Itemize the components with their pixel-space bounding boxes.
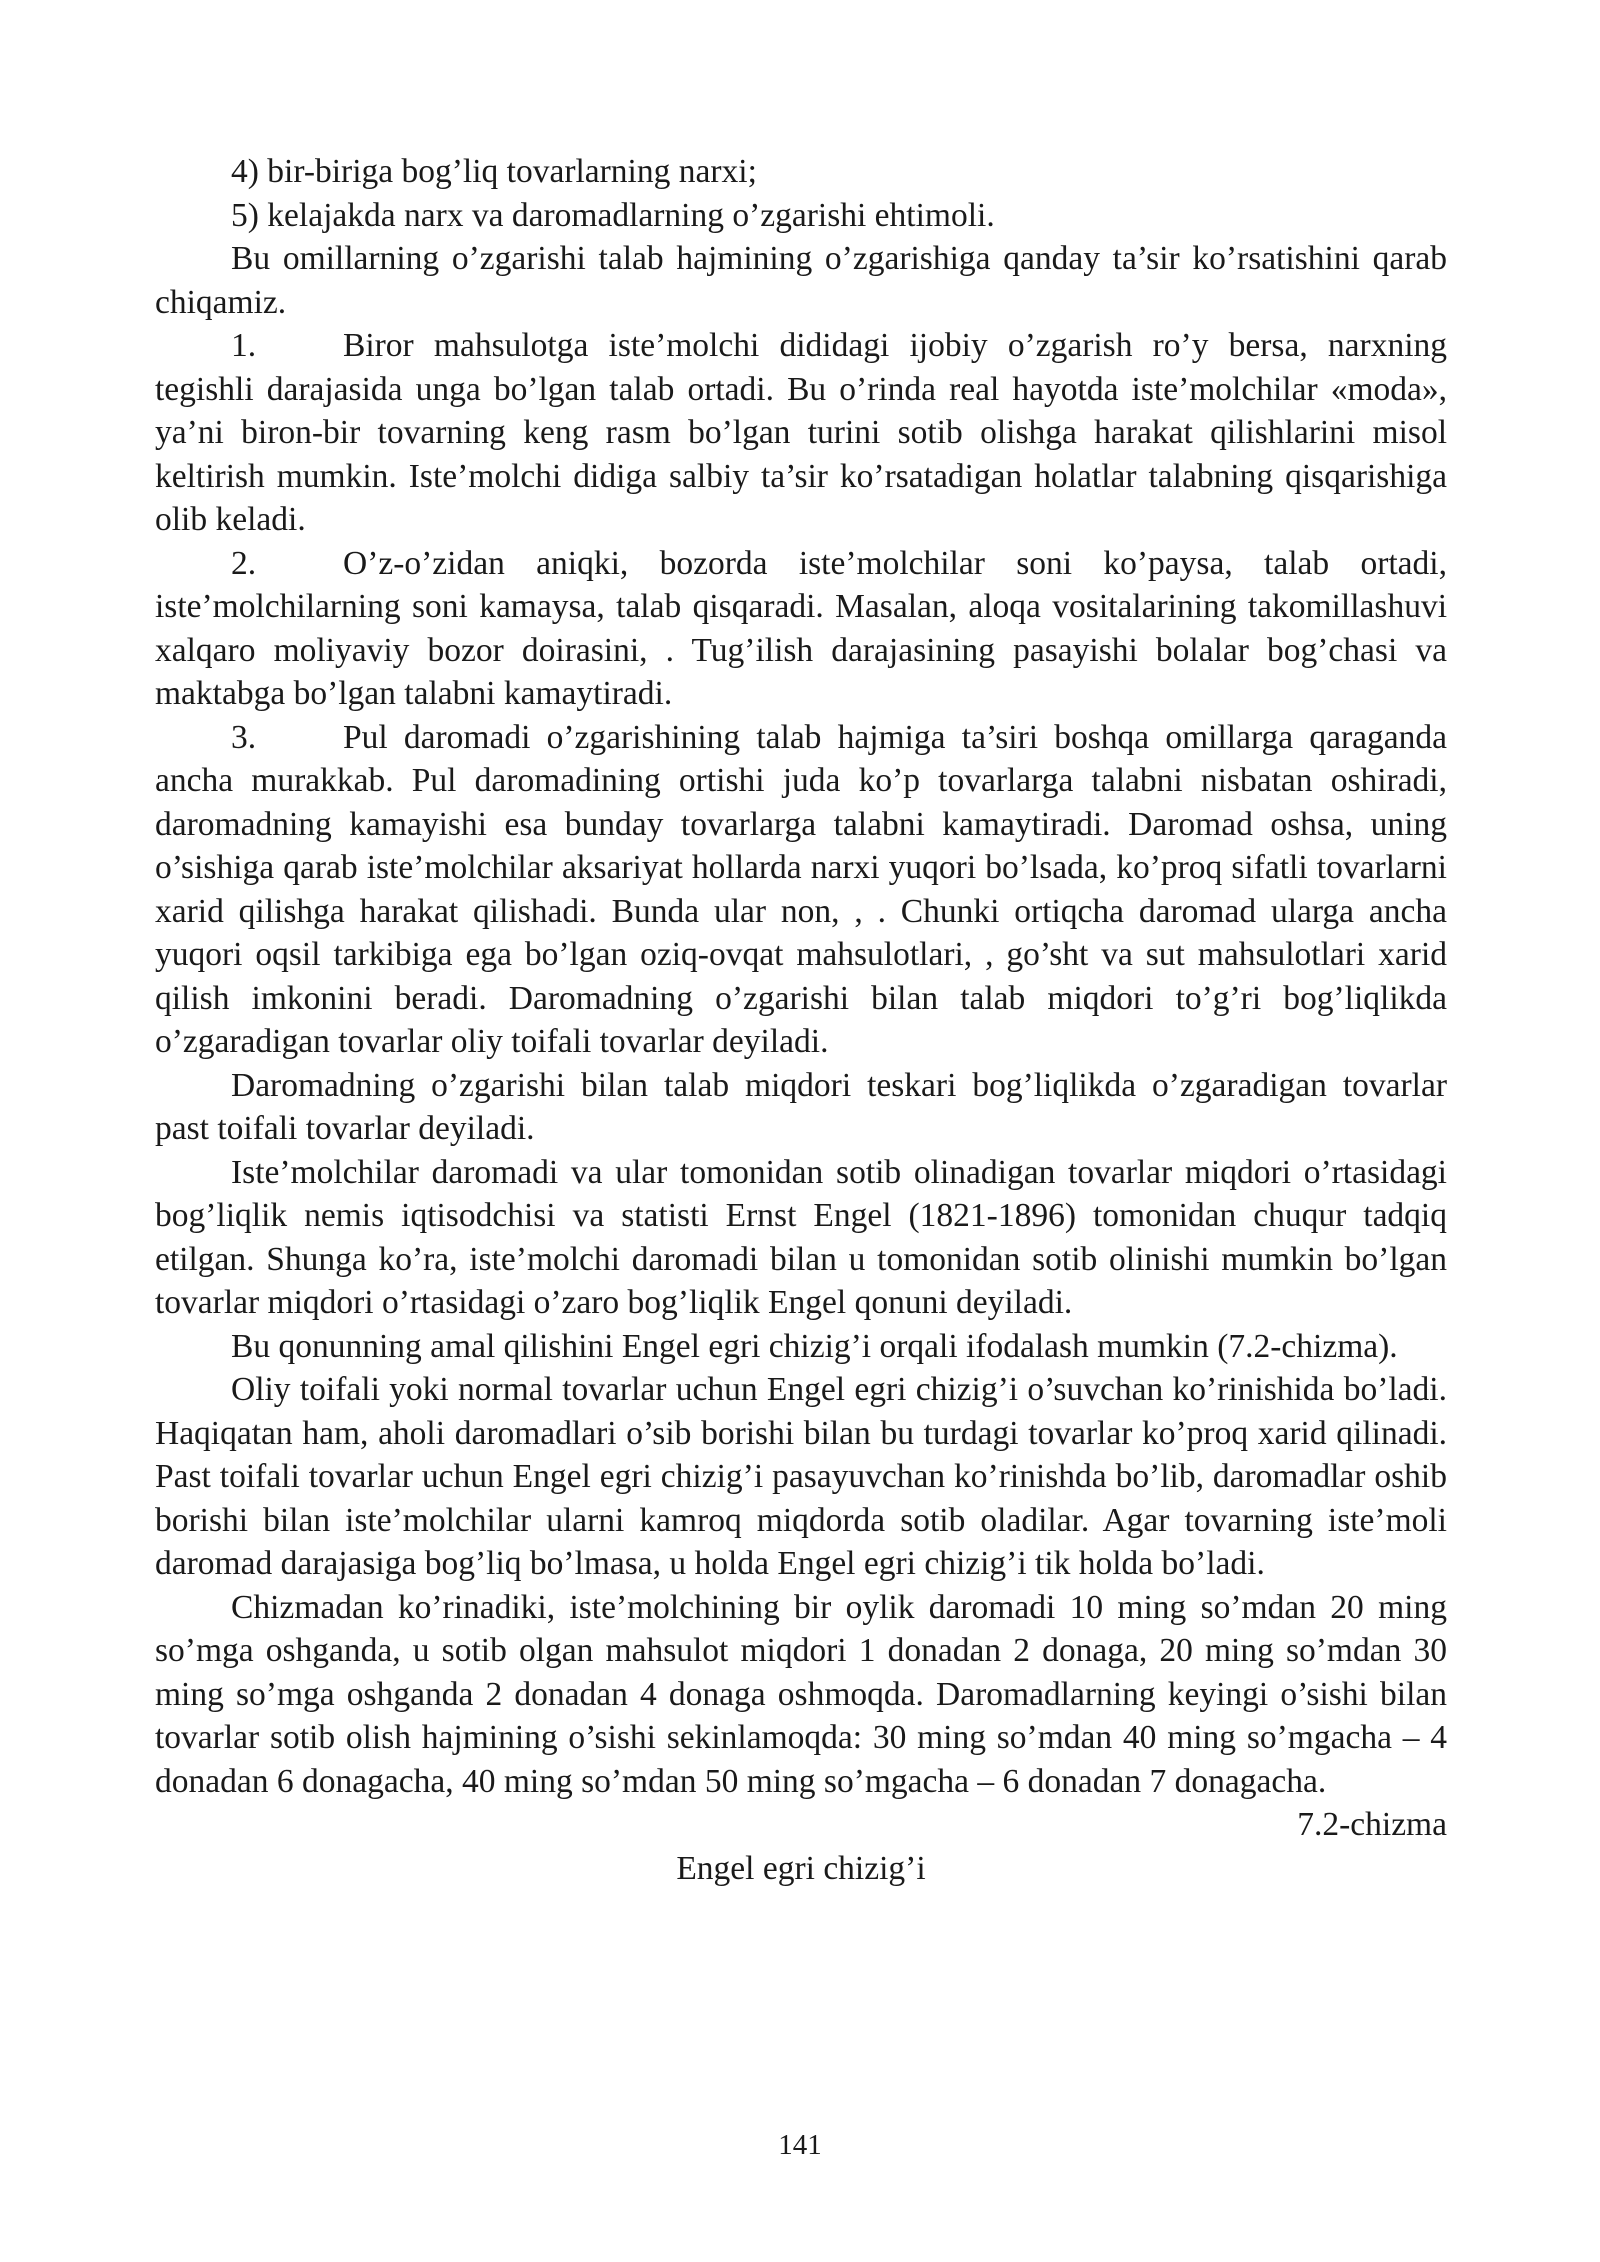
list-item-5: 5) kelajakda narx va daromadlarning o’zgarishi ehtimoli. xyxy=(231,196,995,234)
point-3-number: 3. xyxy=(231,718,257,756)
document-page xyxy=(155,150,1447,1890)
figure-label: 7.2-chizma xyxy=(1297,1806,1447,1843)
list-item-4: 4) bir-biriga bog’liq tovarlarning narxi; xyxy=(231,153,757,190)
engel-curve-paragraph: Bu qonunning amal qilishini Engel egri chizig’i orqali ifodalash mumkin (7.2-chizma). xyxy=(231,1327,1398,1365)
point-3-paragraph xyxy=(155,716,1447,1064)
engel-law-paragraph: Iste’molchilar daromadi va ular tomonidan sotib olinadigan tovarlar miqdori o’rtasidagi bog’liqlik nemis iqtisodchisi va statisti Ernst Engel (1821-1896) tomonidan chuqur tadqiq etilgan. Shunga ko’ra, iste’molchi daromadi bilan u tomonidan sotib olinishi mumkin bo’lgan tovarlar miqdori o’rtasidagi o’zaro bog’liqlik Engel qonuni deyiladi. xyxy=(155,1153,1447,1321)
inferior-goods-paragraph: Daromadning o’zgarishi bilan talab miqdori teskari bog’liqlikda o’zgaradigan tovarlar past toifali tovarlar deyiladi. xyxy=(155,1066,1447,1147)
point-1-paragraph xyxy=(155,324,1447,542)
page-number: 141 xyxy=(778,2129,822,2161)
point-2-text: O’z-o’zidan aniqki, bozorda iste’molchilar soni ko’paysa, talab ortadi, iste’molchilarning soni kamaysa, talab qisqaradi. Masalan, aloqa vositalarining takomillashuvi xalqaro moliyaviy bozor doirasini, . Tug’ilish darajasining pasayishi bolalar bog’chasi va maktabga bo’lgan talabni kamaytiradi. xyxy=(155,544,1447,712)
curve-shapes-paragraph: Oliy toifali yoki normal tovarlar uchun Engel egri chizig’i o’suvchan ko’rinishida bo’ladi. Haqiqatan ham, aholi daromadlari o’sib borishi bilan bu turdagi tovarlar ko’proq xarid qilinadi. Past toifali tovarlar uchun Engel egri chizig’i pasayuvchan ko’rinishda bo’lib, daromadlar oshib borishi bilan iste’molchilar ularni kamroq miqdorda sotib oladilar. Agar tovarning iste’moli daromad darajasiga bog’liq bo’lmasa, u holda Engel egri chizig’i tik holda bo’ladi. xyxy=(155,1371,1447,1582)
point-2-number: 2. xyxy=(231,544,257,582)
point-2-paragraph xyxy=(155,542,1447,716)
point-1-text: Biror mahsulotga iste’molchi dididagi ijobiy o’zgarish ro’y bersa, narxning tegishli darajasida unga bo’lgan talab ortadi. Bu o’rinda real hayotda iste’molchilar «moda», ya’ni biron-bir tovarning keng rasm bo’lgan turini sotib olishga harakat qilishlarini misol keltirish mumkin. Iste’molchi didiga salbiy ta’sir ko’rsatadigan holatlar talabning qisqarishiga olib keladi. xyxy=(155,327,1447,538)
figure-title: Engel egri chizig’i xyxy=(676,1849,926,1887)
intro-paragraph: Bu omillarning o’zgarishi talab hajmining o’zgarishiga qanday ta’sir ko’rsatishini qarab chiqamiz. xyxy=(155,240,1447,321)
point-1-number: 1. xyxy=(231,327,257,364)
point-3-text: Pul daromadi o’zgarishining talab hajmiga ta’siri boshqa omillarga qaraganda ancha murakkab. Pul daromadining ortishi juda ko’p tovarlarga talabni nisbatan oshiradi, daromadning kamayishi esa bunday tovarlarga talabni kamaytiradi. Daromad oshsa, uning o’sishiga qarab iste’molchilar aksariyat hollarda narxi yuqori bo’lsada, ko’proq sifatli tovarlarni xarid qilishga harakat qilishadi. Bunda ular non, , . Chunki ortiqcha daromad ularga ancha yuqori oqsil tarkibiga ega bo’lgan oziq-ovqat mahsulotlari, , go’sht va sut mahsulotlari xarid qilish imkonini beradi. Daromadning o’zgarishi bilan talab miqdori to’g’ri bog’liqlikda o’zgaradigan tovarlar oliy toifali tovarlar deyiladi. xyxy=(155,718,1447,1060)
chart-reading-paragraph: Chizmadan ko’rinadiki, iste’molchining bir oylik daromadi 10 ming so’mdan 20 ming so’mga oshganda, u sotib olgan mahsulot miqdori 1 donadan 2 donaga, 20 ming so’mdan 30 ming so’mga oshganda 2 donadan 4 donaga oshmoqda. Daromadlarning keyingi o’sishi bilan tovarlar sotib olish hajmining o’sishi sekinlamoqda: 30 ming so’mdan 40 ming so’mgacha – 4 donadan 6 donagacha, 40 ming so’mdan 50 ming so’mgacha – 6 donadan 7 donagacha. xyxy=(155,1588,1447,1800)
